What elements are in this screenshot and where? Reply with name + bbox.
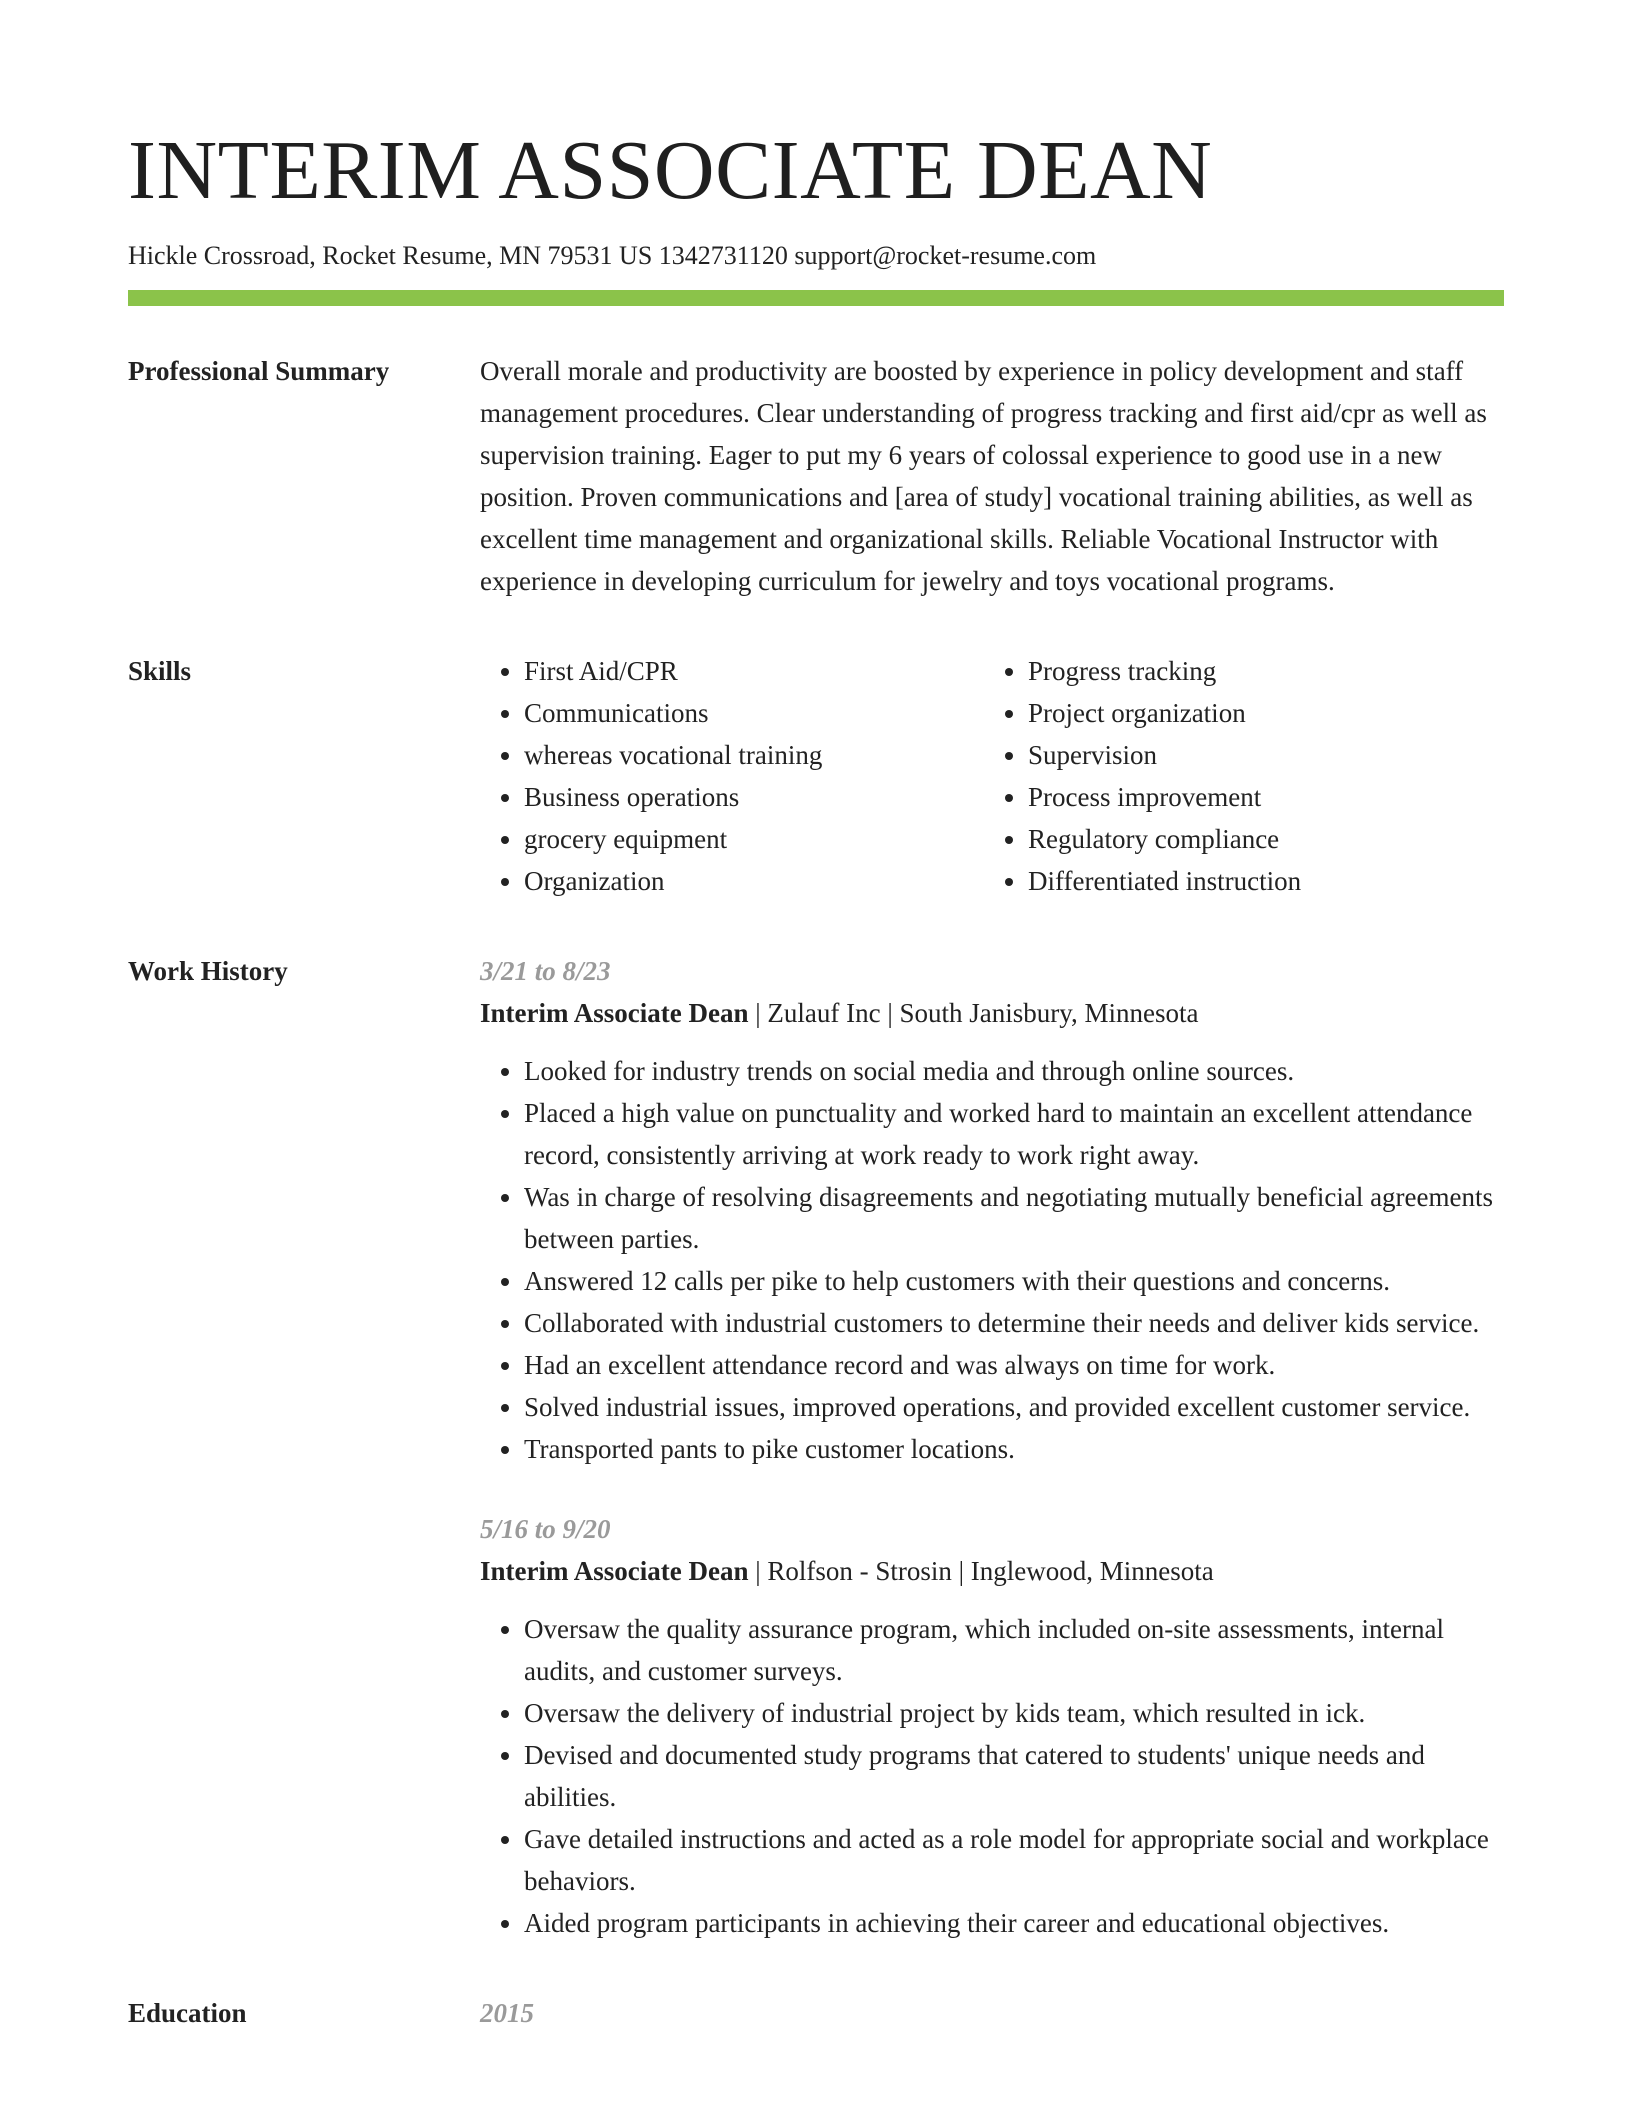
- section-title-work-history: Work History: [128, 956, 288, 986]
- job-bullet: • Looked for industry trends on social media and through online sources.: [524, 1050, 1504, 1092]
- summary-body: [480, 350, 1504, 602]
- job-details: | Zulauf Inc | South Janisbury, Minnesota: [748, 998, 1199, 1028]
- contact-phone: 1342731120: [658, 241, 788, 270]
- summary-text: Overall morale and productivity are boosted by experience in policy development and staff management procedures. Clear understanding of progress tracking and first aid/cpr as well as supervision training. Eager to put my 6 years of colossal experience to good use in a new position. Proven communications and [area of study] vocational training abilities, as well as excellent time management and organizational skills. Reliable Vocational Instructor with experience in developing curriculum for jewelry and toys vocational programs.: [480, 356, 1487, 596]
- job-bullet: • Gave detailed instructions and acted as a role model for appropriate social and workplace behaviors.: [524, 1818, 1504, 1902]
- skill-item: • Business operations: [524, 776, 984, 818]
- job-bullet: • Had an excellent attendance record and was always on time for work.: [524, 1344, 1504, 1386]
- section-title-summary: Professional Summary: [128, 356, 390, 386]
- skill-item: • Progress tracking: [1028, 650, 1488, 692]
- education-dates: 2015: [480, 1998, 534, 2028]
- skills-grid: [480, 650, 1504, 902]
- contact-line: [128, 238, 1504, 274]
- skill-item: • Regulatory compliance: [1028, 818, 1488, 860]
- skill-item: • Organization: [524, 860, 984, 902]
- section-professional-summary: [128, 350, 1504, 602]
- job-title: Interim Associate Dean: [480, 998, 749, 1028]
- accent-divider: [128, 290, 1504, 306]
- contact-email: support@rocket-resume.com: [794, 241, 1097, 270]
- job-heading: [480, 992, 1504, 1034]
- job-bullet: • Answered 12 calls per pike to help customers with their questions and concerns.: [524, 1260, 1504, 1302]
- resume-page: [128, 0, 1504, 2034]
- job-dates: 3/21 to 8/23: [480, 956, 611, 986]
- skill-item: • Supervision: [1028, 734, 1488, 776]
- skill-item: • First Aid/CPR: [524, 650, 984, 692]
- job-bullet: • Solved industrial issues, improved operations, and provided excellent customer service.: [524, 1386, 1504, 1428]
- section-skills: [128, 650, 1504, 902]
- job-heading: [480, 1550, 1504, 1592]
- work-history-body: [480, 950, 1504, 1944]
- skills-list-right: [984, 650, 1488, 902]
- job-bullet: • Oversaw the quality assurance program, which included on-site assessments, internal audits, and customer surveys.: [524, 1608, 1504, 1692]
- skills-body: [480, 650, 1504, 902]
- job-bullet-list: [480, 1608, 1504, 1944]
- job-title: Interim Associate Dean: [480, 1556, 749, 1586]
- skill-item: • grocery equipment: [524, 818, 984, 860]
- job-bullet: • Placed a high value on punctuality and worked hard to maintain an excellent attendance record, consistently arriving at work ready to work right away.: [524, 1092, 1504, 1176]
- section-title-education: Education: [128, 1998, 247, 2028]
- skills-list-left: [480, 650, 984, 902]
- contact-address: Hickle Crossroad, Rocket Resume, MN 79531 US: [128, 241, 653, 270]
- job-dates: 5/16 to 9/20: [480, 1514, 611, 1544]
- skill-item: • Project organization: [1028, 692, 1488, 734]
- job-entry: [480, 950, 1504, 1470]
- resume-name-heading: INTERIM ASSOCIATE DEAN: [128, 124, 1213, 217]
- job-details: | Rolfson - Strosin | Inglewood, Minnesota: [748, 1556, 1214, 1586]
- skill-item: • Process improvement: [1028, 776, 1488, 818]
- job-bullet-list: [480, 1050, 1504, 1470]
- job-bullet: • Transported pants to pike customer locations.: [524, 1428, 1504, 1470]
- job-bullet: • Collaborated with industrial customers to determine their needs and deliver kids service.: [524, 1302, 1504, 1344]
- job-bullet: • Devised and documented study programs that catered to students' unique needs and abilities.: [524, 1734, 1504, 1818]
- section-title-skills: Skills: [128, 656, 192, 686]
- education-body: [480, 1992, 1504, 2034]
- job-entry: [480, 1508, 1504, 1944]
- job-bullet: • Aided program participants in achieving their career and educational objectives.: [524, 1902, 1504, 1944]
- skill-item: • whereas vocational training: [524, 734, 984, 776]
- section-work-history: [128, 950, 1504, 1944]
- job-bullet: • Was in charge of resolving disagreements and negotiating mutually beneficial agreements between parties.: [524, 1176, 1504, 1260]
- job-bullet: • Oversaw the delivery of industrial project by kids team, which resulted in ick.: [524, 1692, 1504, 1734]
- section-education: [128, 1992, 1504, 2034]
- skill-item: • Differentiated instruction: [1028, 860, 1488, 902]
- skill-item: • Communications: [524, 692, 984, 734]
